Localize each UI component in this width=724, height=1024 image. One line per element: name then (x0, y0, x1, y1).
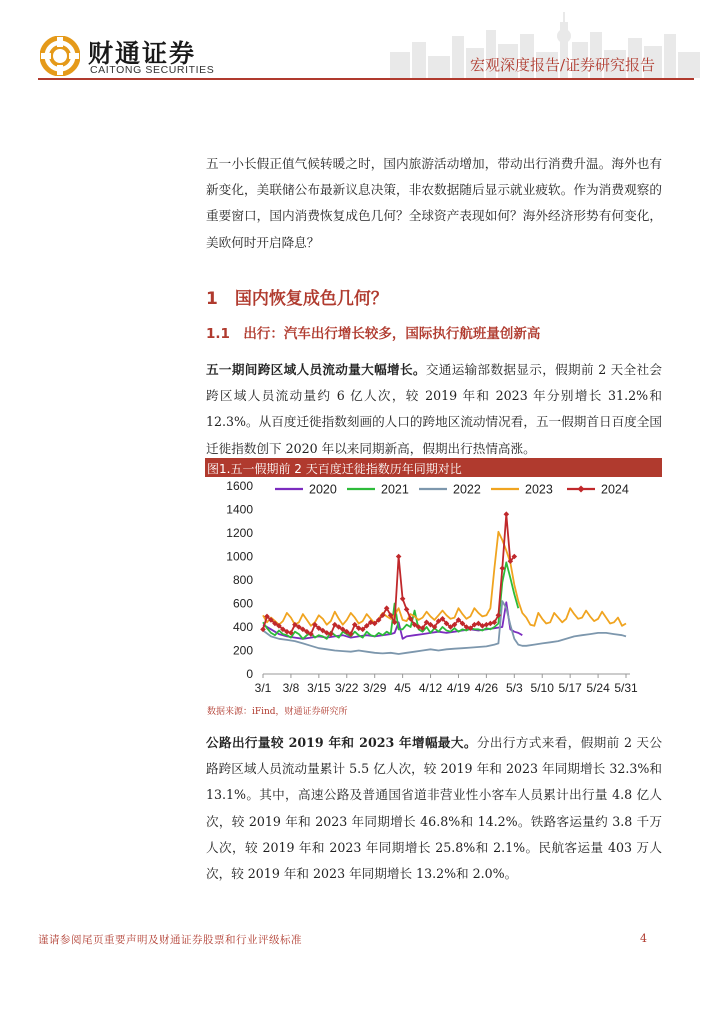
x-tick-label: 3/8 (282, 681, 300, 695)
y-tick-label: 400 (232, 620, 253, 634)
legend-marker-2024 (578, 486, 585, 493)
paragraph-migration (206, 357, 662, 462)
data-point-2024 (400, 596, 406, 602)
brand-logo-icon (40, 36, 80, 76)
brand-name-cn: 财通证券 (88, 39, 197, 68)
figure-source: 数据来源：iFind，财通证券研究所 (207, 707, 348, 717)
x-tick-label: 5/17 (558, 681, 582, 695)
x-tick-label: 3/29 (363, 681, 387, 695)
paragraph-body: 交通运输部数据显示，假期前 2 天全社会跨区域人员流动量约 6 亿人次，较 2019 年和 2023 年分别增长 31.2%和 12.3%。从百度迁徙指数刻画的人口的跨地区流动情况看，五一假期首日百度全国迁徙指数创下 2020 年以来同期新高，假期出行热情高涨。 (206, 362, 662, 456)
x-tick-label: 5/31 (614, 681, 638, 695)
x-tick-label: 3/1 (254, 681, 272, 695)
data-point-2024 (404, 607, 410, 613)
x-tick-label: 4/12 (418, 681, 443, 695)
header-divider (38, 78, 694, 80)
data-point-2024 (484, 622, 490, 628)
y-tick-label: 200 (232, 643, 253, 658)
x-tick-label: 5/3 (505, 681, 523, 695)
page-number: 4 (640, 932, 647, 945)
y-tick-label: 1400 (226, 502, 253, 517)
x-tick-label: 5/24 (586, 681, 610, 695)
report-type-label: 宏观深度报告/证券研究报告 (470, 56, 656, 74)
x-tick-label: 4/5 (394, 681, 411, 695)
data-point-2024 (504, 511, 510, 517)
subsection-heading: 1.1 出行：汽车出行增长较多，国际执行航班量创新高 (206, 326, 541, 342)
legend-label-2022: 2022 (453, 482, 481, 497)
paragraph-lead: 五一期间跨区域人员流动量大幅增长。 (206, 362, 426, 377)
x-tick-label: 5/10 (530, 681, 554, 695)
y-tick-label: 1200 (226, 526, 253, 540)
x-tick-label: 3/15 (307, 681, 331, 695)
figure-title: 图1.五一假期前 2 天百度迁徙指数历年同期对比 (207, 462, 462, 476)
y-tick-label: 1600 (226, 479, 253, 493)
y-tick-label: 1000 (226, 549, 253, 564)
x-tick-label: 4/26 (474, 681, 499, 695)
data-point-2024 (488, 621, 494, 627)
legend-label-2020: 2020 (309, 482, 337, 497)
series-line-2024 (263, 514, 514, 634)
paragraph-lead: 公路出行量较 2019 年和 2023 年增幅最大。 (206, 735, 477, 750)
data-point-2024 (396, 554, 402, 560)
x-tick-label: 3/22 (335, 681, 359, 695)
legend-label-2023: 2023 (525, 482, 553, 497)
series-line-2023 (263, 532, 626, 626)
paragraph-road-travel (206, 730, 662, 887)
x-tick-label: 4/19 (446, 681, 471, 695)
footer-disclaimer: 谨请参阅尾页重要声明及财通证券股票和行业评级标准 (38, 934, 302, 946)
y-tick-label: 800 (232, 573, 253, 587)
paragraph-body: 分出行方式来看，假期前 2 天公路跨区域人员流动量累计 5.5 亿人次，较 2019 年和 2023 年同期增长 32.3%和 13.1%。其中，高速公路及普通国省道非营业性小客车人员累计出行量 4.8 亿人次，较 2019 年和 2023 年同期增长 46.8%和 14.2%。铁路客运量约 3.8 千万人次，较 2019 年和 2023 年同期增长 25.8%和 2.1%。民航客运量 403 万人次，较 2019 年和 2023 年同期增长 13.2%和 2.0%。 (206, 735, 662, 882)
brand-name-en: CAITONG SECURITIES (90, 64, 215, 76)
legend-label-2024: 2024 (601, 482, 629, 497)
legend-label-2021: 2021 (381, 482, 409, 497)
intro-paragraph: 五一小长假正值气候转暖之时，国内旅游活动增加，带动出行消费升温。海外也有新变化，美联储公布最新议息决策，非农数据随后显示就业疲软。作为消费观察的重要窗口，国内消费恢复成色几何？全球资产表现如何？海外经济形势有何变化，美欧何时开启降息？ (206, 156, 662, 250)
migration-index-chart (205, 478, 662, 700)
section-heading: 1 国内恢复成色几何？ (206, 289, 388, 309)
y-tick-label: 0 (246, 667, 253, 681)
y-tick-label: 600 (232, 596, 253, 611)
